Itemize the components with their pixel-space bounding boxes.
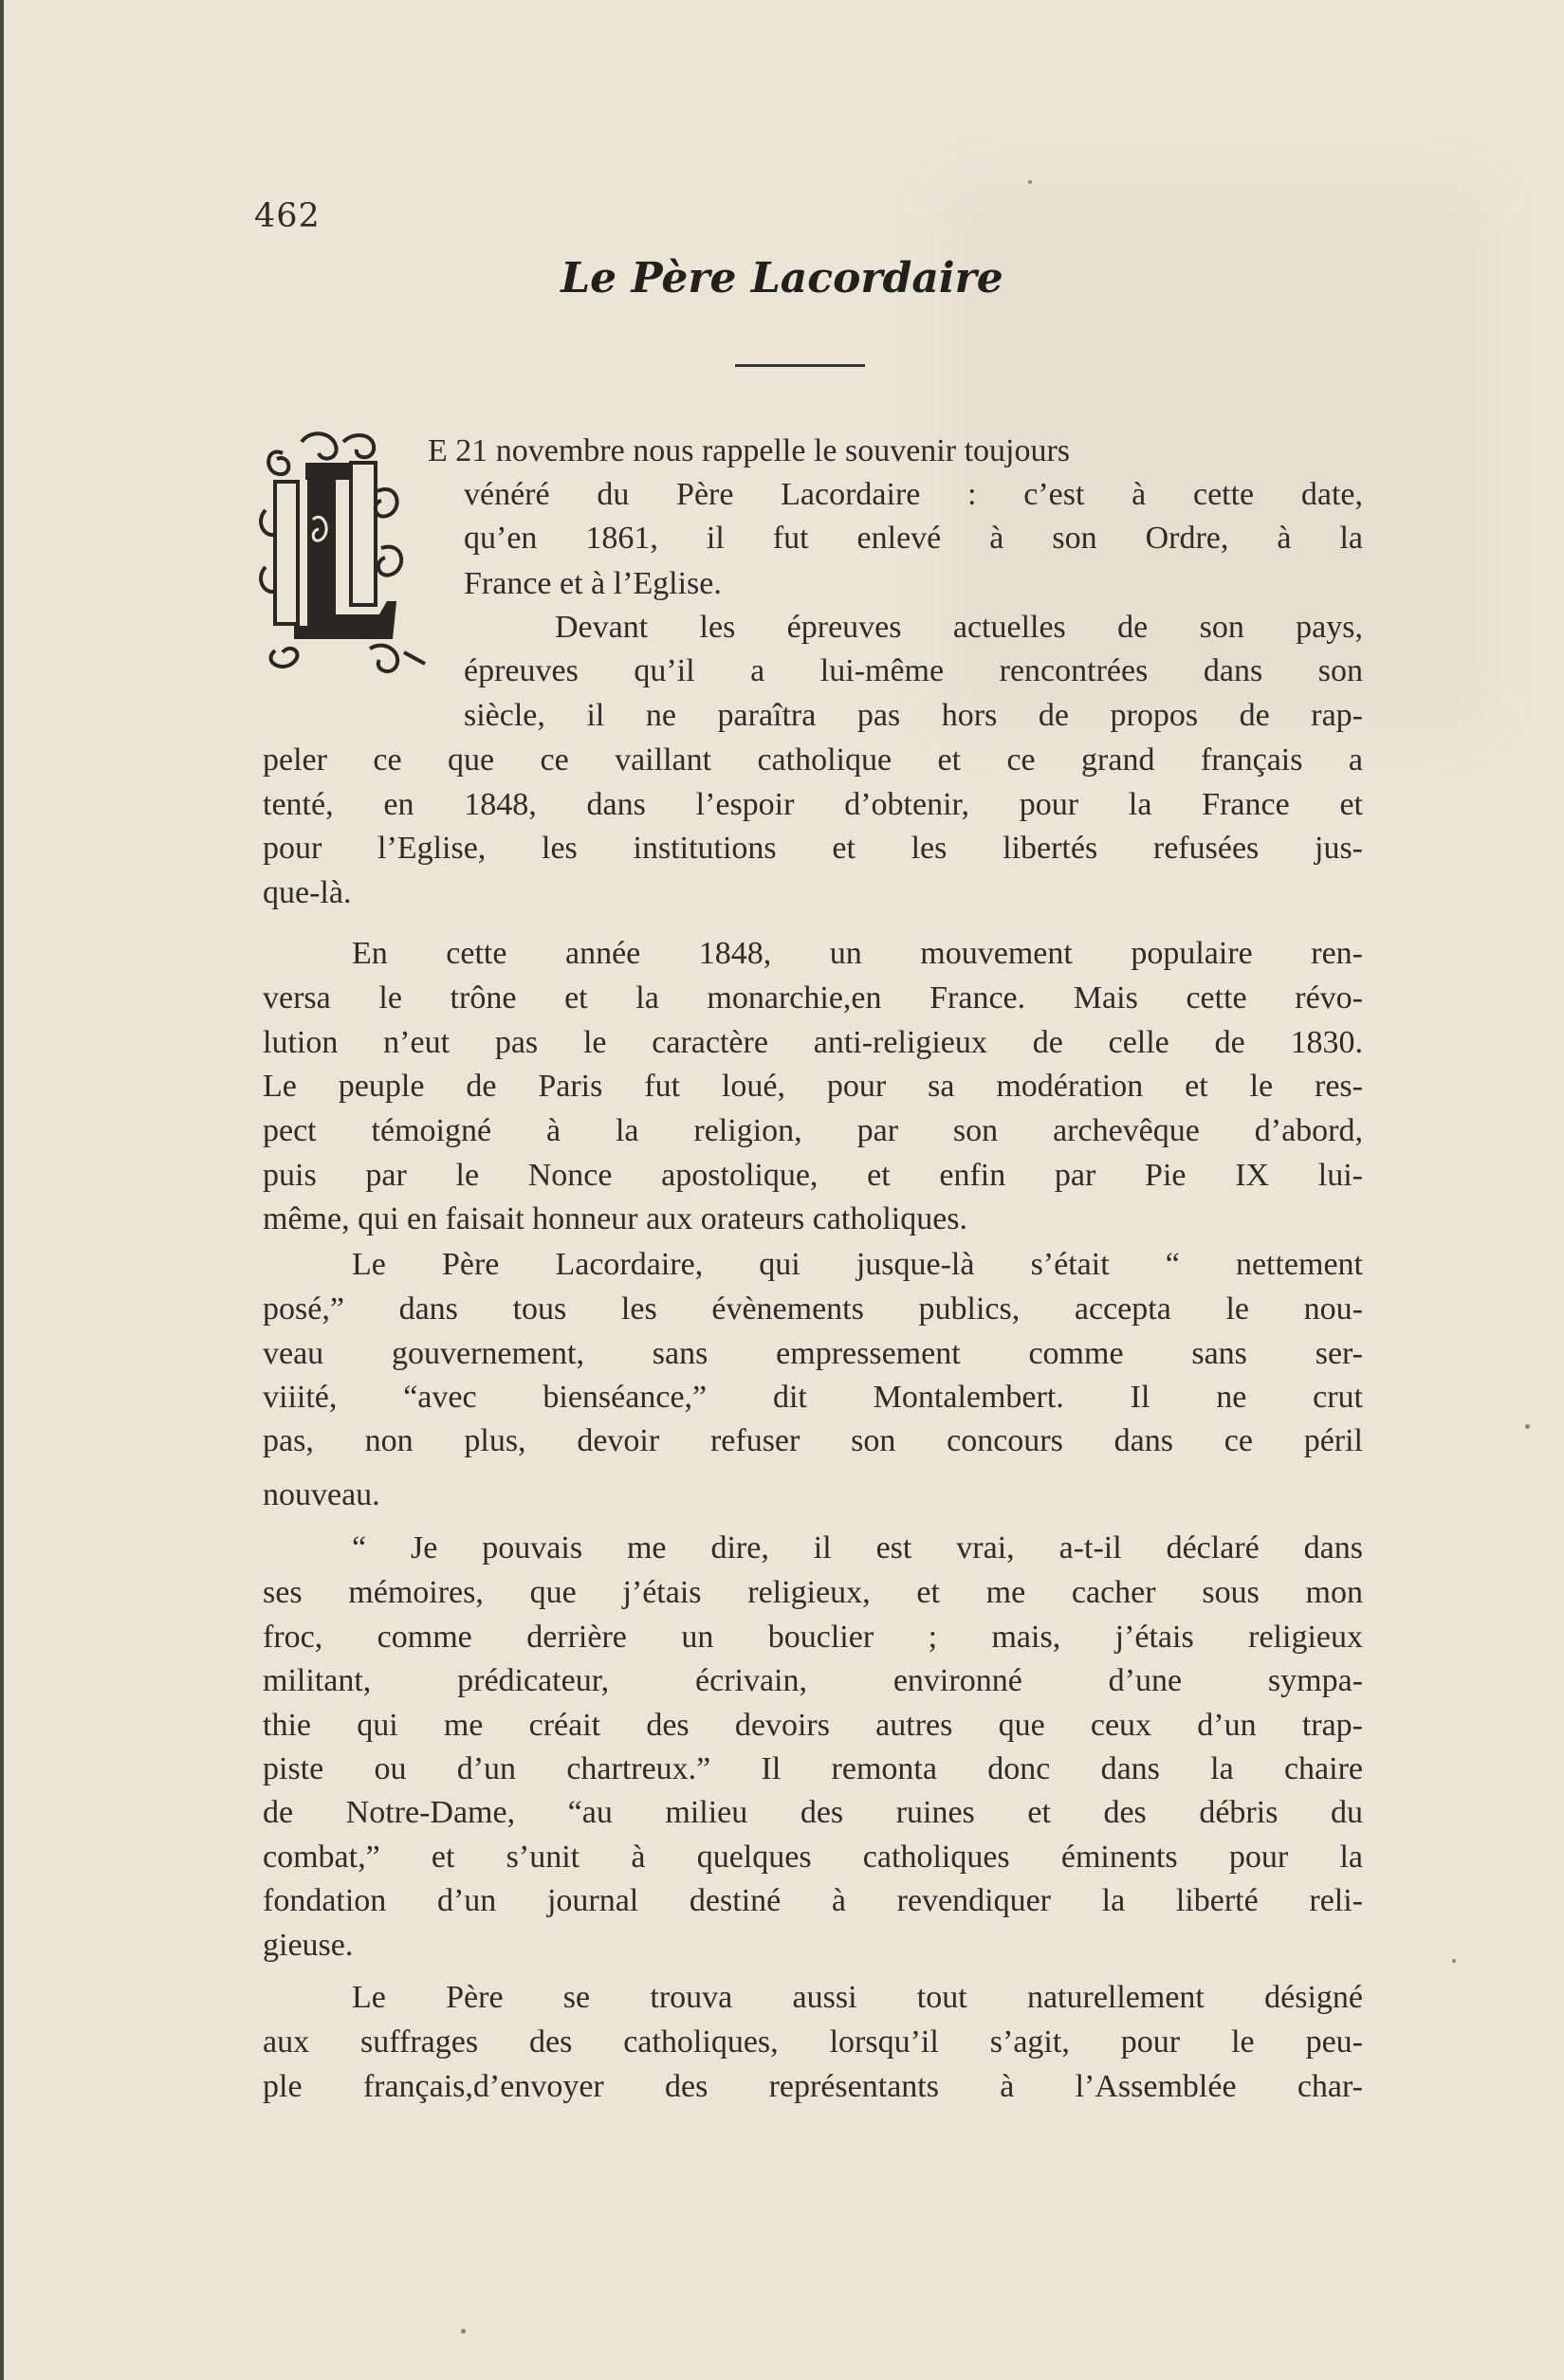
text-line: Le Père Lacordaire, qui jusque-là s’était “ nettement: [352, 1247, 1363, 1282]
paper-speck: [461, 2329, 466, 2334]
text-line: Devant les épreuves actuelles de son pays,: [555, 610, 1363, 645]
text-line: fondation d’un journal destiné à revendiquer la liberté reli-: [263, 1883, 1363, 1918]
text-line: pour l’Eglise, les institutions et les libertés refusées jus-: [263, 831, 1363, 866]
text-line: piste ou d’un chartreux.” Il remonta donc dans la chaire: [263, 1751, 1363, 1786]
text-line: nouveau.: [263, 1477, 380, 1512]
ornamental-dropcap-icon: [256, 425, 427, 681]
text-line: ses mémoires, que j’étais religieux, et me cacher sous mon: [263, 1575, 1363, 1610]
page-number: 462: [254, 197, 321, 235]
text-line: combat,” et s’unit à quelques catholiques éminents pour la: [263, 1840, 1363, 1875]
text-line: Le peuple de Paris fut loué, pour sa modération et le res-: [263, 1069, 1363, 1104]
text-line: versa le trône et la monarchie,en France. Mais cette révo-: [263, 980, 1363, 1016]
text-line: France et à l’Eglise.: [464, 566, 722, 601]
text-line: viiité, “avec bienséance,” dit Montalembert. Il ne crut: [263, 1380, 1363, 1415]
text-line: pect témoigné à la religion, par son archevêque d’abord,: [263, 1113, 1363, 1148]
text-line: qu’en 1861, il fut enlevé à son Ordre, à la: [464, 521, 1363, 556]
text-line: gieuse.: [263, 1928, 354, 1963]
text-line: veau gouvernement, sans empressement comme sans ser-: [263, 1336, 1363, 1371]
paper-speck: [1028, 180, 1032, 184]
text-line: E 21 novembre nous rappelle le souvenir toujours: [428, 433, 1071, 468]
text-line: “ Je pouvais me dire, il est vrai, a-t-il déclaré dans: [352, 1530, 1363, 1565]
text-line: ple français,d’envoyer des représentants à l’Assemblée char-: [263, 2069, 1363, 2104]
text-line: pas, non plus, devoir refuser son concours dans ce péril: [263, 1423, 1363, 1458]
text-line: Le Père se trouva aussi tout naturellement désigné: [352, 1980, 1363, 2015]
text-line: siècle, il ne paraîtra pas hors de propos de rap-: [464, 698, 1363, 733]
text-line: tenté, en 1848, dans l’espoir d’obtenir, pour la France et: [263, 787, 1363, 822]
text-line: En cette année 1848, un mouvement populaire ren-: [352, 936, 1363, 971]
text-line: vénéré du Père Lacordaire : c’est à cette date,: [464, 477, 1363, 512]
title-rule: [735, 364, 865, 367]
paper-speck: [1452, 1959, 1456, 1963]
text-line: thie qui me créait des devoirs autres que ceux d’un trap-: [263, 1708, 1363, 1743]
text-line: aux suffrages des catholiques, lorsqu’il s’agit, pour le peu-: [263, 2024, 1363, 2060]
text-line: que-là.: [263, 875, 352, 910]
text-line: puis par le Nonce apostolique, et enfin par Pie IX lui-: [263, 1158, 1363, 1193]
text-line: épreuves qu’il a lui-même rencontrées dans son: [464, 653, 1363, 688]
text-line: de Notre-Dame, “au milieu des ruines et des débris du: [263, 1795, 1363, 1830]
text-line: froc, comme derrière un bouclier ; mais, j’étais religieux: [263, 1620, 1363, 1655]
paper-speck: [1525, 1424, 1530, 1429]
text-line: même, qui en faisait honneur aux orateurs catholiques.: [263, 1201, 968, 1236]
page-edge: [0, 0, 4, 2380]
running-title: Le Père Lacordaire: [561, 254, 1003, 302]
text-line: militant, prédicateur, écrivain, environné d’une sympa-: [263, 1663, 1363, 1698]
text-line: posé,” dans tous les évènements publics, accepta le nou-: [263, 1291, 1363, 1327]
text-line: lution n’eut pas le caractère anti-religieux de celle de 1830.: [263, 1025, 1363, 1060]
text-line: peler ce que ce vaillant catholique et ce grand français a: [263, 742, 1363, 778]
